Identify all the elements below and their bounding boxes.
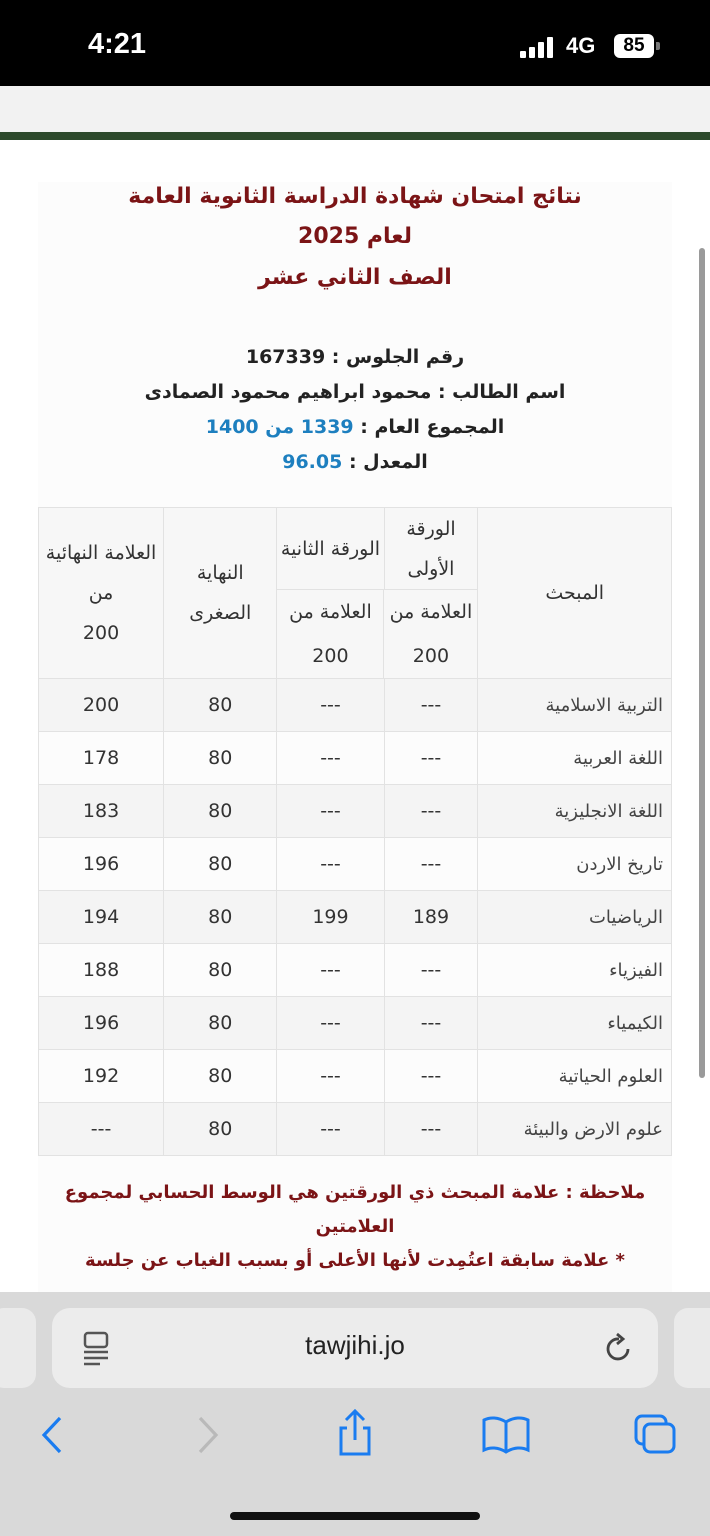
share-icon[interactable] — [334, 1408, 376, 1458]
paper2-cell: --- — [277, 785, 384, 838]
results-table — [38, 507, 672, 1156]
header-paper1: الورقة الأولى — [384, 508, 478, 590]
note-line3: * علامة سابقة اعتُمِدت لأنها الأعلى أو بسبب الغياب عن جلسة — [85, 1250, 625, 1271]
average-label: المعدل : — [348, 451, 428, 473]
subject-cell: الكيمياء — [478, 997, 672, 1050]
final-cell: 194 — [39, 891, 164, 944]
table-row — [39, 891, 672, 944]
header-score-from — [277, 590, 478, 679]
name-label: اسم الطالب : — [437, 381, 566, 403]
table-row — [39, 944, 672, 997]
min-cell: 80 — [164, 785, 277, 838]
network-label: 4G — [566, 33, 596, 58]
min-cell: 80 — [164, 732, 277, 785]
paper2-cell: --- — [277, 944, 384, 997]
min-cell: 80 — [164, 997, 277, 1050]
final-cell: 196 — [39, 997, 164, 1050]
final-cell: 188 — [39, 944, 164, 997]
paper2-cell: --- — [277, 1103, 384, 1156]
average-row — [38, 451, 672, 473]
total-row — [38, 416, 672, 438]
battery-tip — [656, 42, 660, 50]
paper2-cell: --- — [277, 838, 384, 891]
paper1-cell: --- — [384, 785, 478, 838]
header-final-label: العلامة النهائية من — [45, 542, 157, 604]
paper1-max: 200 — [412, 645, 450, 667]
subject-cell: اللغة العربية — [478, 732, 672, 785]
final-cell: 200 — [39, 679, 164, 732]
note-line1: ملاحظة : علامة المبحث ذي الورقتين هي الوسط الحسابي لمجموع — [64, 1182, 646, 1203]
previous-tab[interactable] — [0, 1308, 36, 1388]
header-paper2: الورقة الثانية — [277, 508, 384, 590]
header-score-from-2 — [277, 590, 384, 678]
final-cell: 183 — [39, 785, 164, 838]
forward-icon[interactable] — [192, 1414, 222, 1456]
page-year: لعام 2025 — [298, 224, 412, 249]
min-cell: 80 — [164, 891, 277, 944]
subject-cell: الرياضيات — [478, 891, 672, 944]
score-from-label-1: العلامة من — [389, 601, 473, 623]
tabs-icon[interactable] — [632, 1412, 678, 1456]
table-row — [39, 679, 672, 732]
paper2-cell: --- — [277, 732, 384, 785]
min-cell: 80 — [164, 1103, 277, 1156]
paper1-cell: --- — [384, 679, 478, 732]
table-row — [39, 838, 672, 891]
final-cell: 192 — [39, 1050, 164, 1103]
seat-number: 167339 — [245, 346, 326, 368]
student-name-row — [38, 381, 672, 403]
table-row — [39, 732, 672, 785]
bookmarks-icon[interactable] — [480, 1414, 532, 1454]
header-divider — [0, 132, 710, 140]
subject-cell: علوم الارض والبيئة — [478, 1103, 672, 1156]
subject-cell: الفيزياء — [478, 944, 672, 997]
status-bar — [0, 0, 710, 86]
home-indicator — [230, 1512, 480, 1520]
header-score-from-1 — [384, 590, 477, 678]
final-cell: 196 — [39, 838, 164, 891]
reload-icon[interactable] — [602, 1332, 636, 1366]
final-cell: --- — [39, 1103, 164, 1156]
score-from-label-2: العلامة من — [289, 601, 372, 623]
paper2-cell: 199 — [277, 891, 384, 944]
header-min: النهاية الصغرى — [164, 508, 277, 679]
header-final — [39, 508, 164, 679]
header-final-max: 200 — [82, 622, 120, 644]
subject-cell: العلوم الحياتية — [478, 1050, 672, 1103]
paper1-cell: --- — [384, 944, 478, 997]
table-row — [39, 997, 672, 1050]
table-row — [39, 1050, 672, 1103]
table-row — [39, 785, 672, 838]
status-time: 4:21 — [88, 28, 147, 60]
note-line2: العلامتين — [315, 1216, 395, 1237]
paper1-cell: 189 — [384, 891, 478, 944]
paper1-cell: --- — [384, 1103, 478, 1156]
student-name: محمود ابراهيم محمود الصمادى — [144, 381, 432, 403]
paper1-cell: --- — [384, 732, 478, 785]
min-cell: 80 — [164, 679, 277, 732]
min-cell: 80 — [164, 944, 277, 997]
paper2-max: 200 — [312, 645, 349, 667]
reader-icon[interactable] — [80, 1330, 114, 1366]
paper2-cell: --- — [277, 679, 384, 732]
table-row — [39, 1103, 672, 1156]
seat-label: رقم الجلوس : — [331, 346, 465, 368]
paper2-cell: --- — [277, 997, 384, 1050]
subject-cell: تاريخ الاردن — [478, 838, 672, 891]
total-value: 1339 من 1400 — [205, 416, 354, 438]
signal-icon — [520, 36, 556, 58]
total-label: المجموع العام : — [360, 416, 505, 438]
next-tab[interactable] — [674, 1308, 710, 1388]
scroll-indicator[interactable] — [699, 248, 705, 1078]
subject-cell: التربية الاسلامية — [478, 679, 672, 732]
paper2-cell: --- — [277, 1050, 384, 1103]
page-grade: الصف الثاني عشر — [258, 265, 452, 290]
paper1-cell: --- — [384, 1050, 478, 1103]
page-top-band — [0, 86, 710, 132]
average-value: 96.05 — [282, 451, 343, 473]
paper1-cell: --- — [384, 997, 478, 1050]
page-title: نتائج امتحان شهادة الدراسة الثانوية العامة — [128, 184, 582, 209]
paper1-cell: --- — [384, 838, 478, 891]
back-icon[interactable] — [38, 1414, 68, 1456]
final-cell: 178 — [39, 732, 164, 785]
subject-cell: اللغة الانجليزية — [478, 785, 672, 838]
battery-icon: 85 — [614, 34, 654, 58]
min-cell: 80 — [164, 1050, 277, 1103]
seat-number-row — [38, 346, 672, 368]
url-text[interactable]: tawjihi.jo — [305, 1330, 405, 1360]
min-cell: 80 — [164, 838, 277, 891]
header-subject: المبحث — [478, 508, 672, 679]
